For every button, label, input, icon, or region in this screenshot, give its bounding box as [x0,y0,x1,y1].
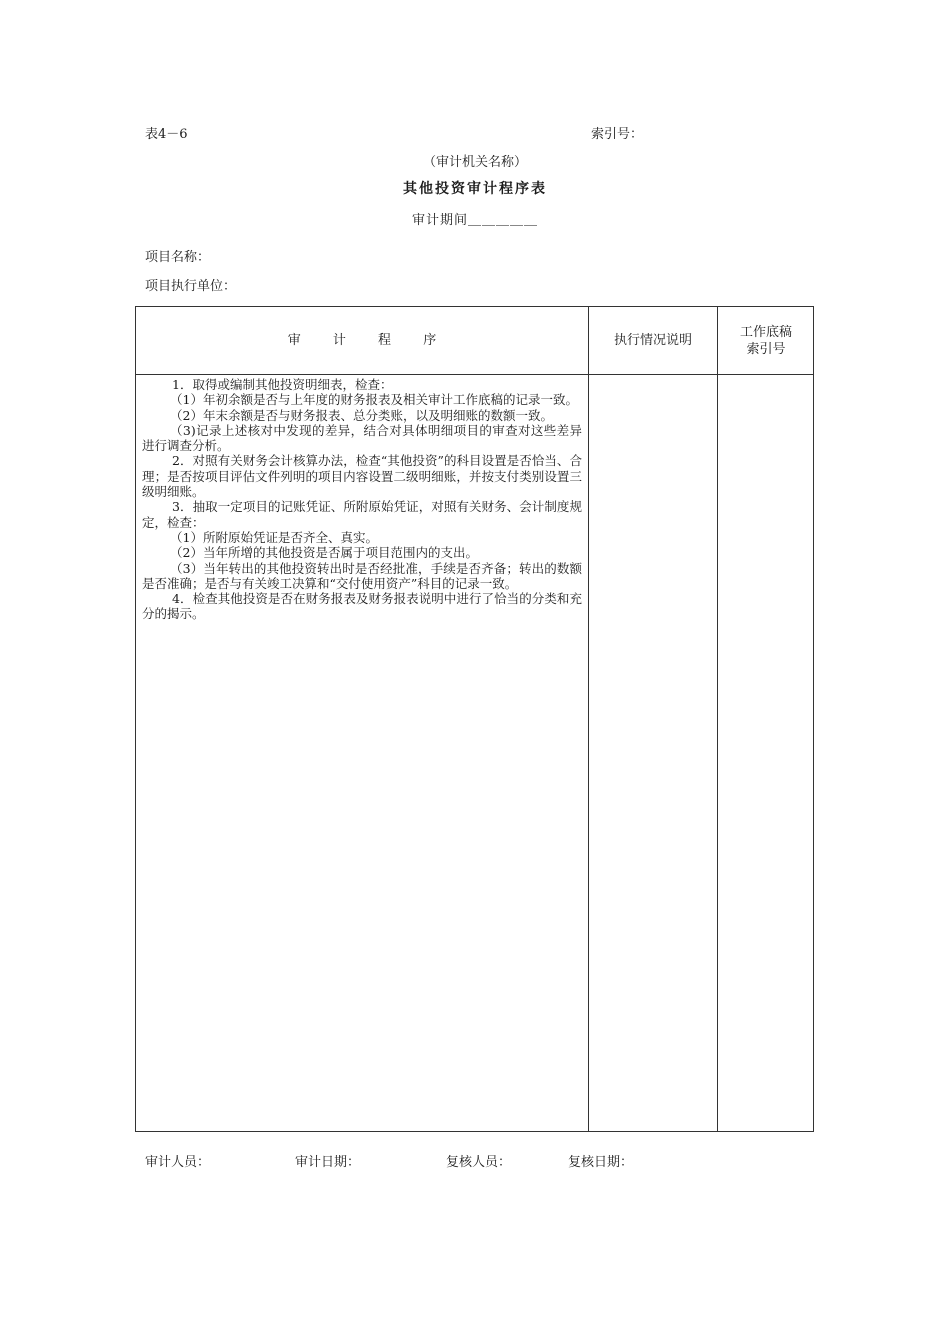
project-unit-label: 项目执行单位： [145,279,237,294]
index-number-label: 索引号： [591,127,644,142]
reviewer-label: 复核人员： [446,1155,512,1170]
review-date-label: 复核日期： [568,1155,634,1170]
column-divider [717,307,718,1131]
header-workpaper-index-line1: 工作底稿 [739,324,792,340]
project-name-label: 项目名称： [145,250,211,265]
header-workpaper-index [718,307,814,374]
header-execution-notes: 执行情况说明 [613,333,692,348]
procedure-item: （1）年初余额是否与上年度的财务报表及相关审计工作底稿的记录一致。 [170,392,578,408]
header-procedure: 审 计 程 序 [287,333,451,348]
procedure-item: （3)记录上述核对中发现的差异，结合对具体明细项目的审查对这些差异进行调查分析。 [142,422,582,454]
header-workpaper-index-line2: 索引号 [746,341,786,357]
procedure-item: 1．取得或编制其他投资明细表，检查： [172,377,393,392]
procedure-item: （1）所附原始凭证是否齐全、真实。 [170,529,378,545]
table-number: 表4－6 [145,127,188,142]
procedure-item: 2．对照有关财务会计核算办法，检查“其他投资”的科目设置是否恰当、合理；是否按项目评估文件列明的项目内容设置二级明细账，并按支付类别设置三级明细账。 [142,453,582,500]
audit-organization: （审计机关名称） [422,155,527,170]
auditor-label: 审计人员： [145,1155,211,1170]
procedure-item: 4．检查其他投资是否在财务报表及财务报表说明中进行了恰当的分类和充分的揭示。 [142,591,582,622]
audit-procedure-table [135,306,814,1132]
procedure-list [142,377,582,622]
page-title: 其他投资审计程序表 [403,181,547,197]
audit-period: 审计期间＿＿＿＿＿ [411,213,538,228]
procedure-item: 3．抽取一定项目的记账凭证、所附原始凭证，对照有关财务、会计制度规定，检查： [142,499,582,530]
header-divider [136,374,813,375]
procedure-item: （2）当年所增的其他投资是否属于项目范围内的支出。 [170,545,478,561]
column-divider [588,307,589,1131]
procedure-item: （2）年末余额是否与财务报表、总分类账，以及明细账的数额一致。 [170,407,553,423]
procedure-item: （3）当年转出的其他投资转出时是否经批准，手续是否齐备；转出的数额是否准确；是否与有关竣工决算和“交付使用资产”科目的记录一致。 [142,560,582,591]
audit-date-label: 审计日期： [295,1155,361,1170]
